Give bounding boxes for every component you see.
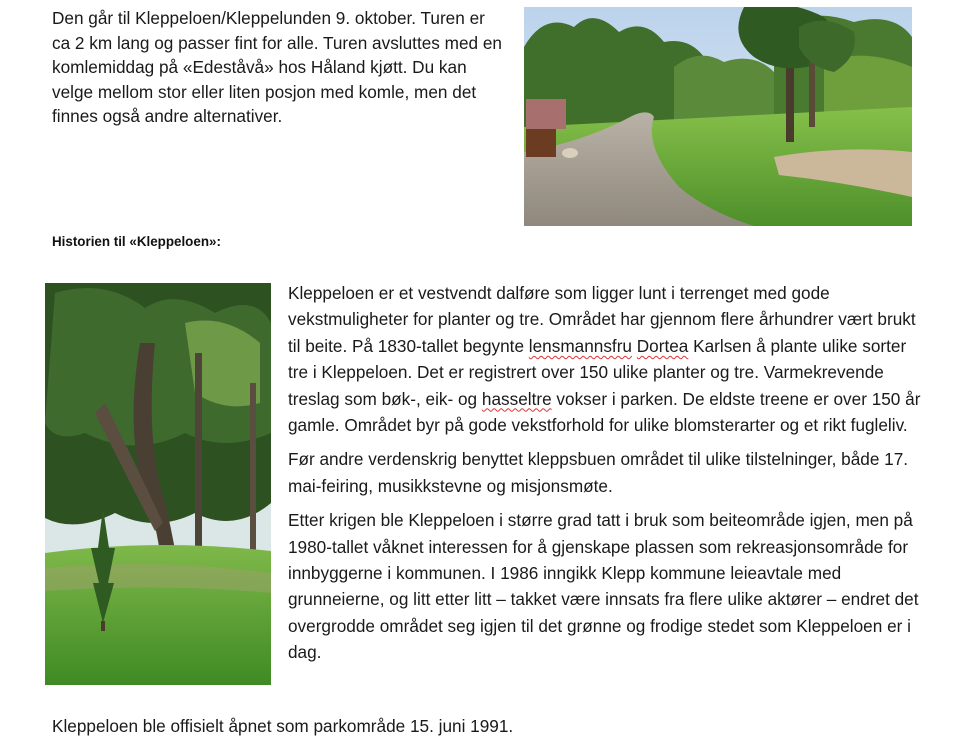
history-text <box>288 280 928 674</box>
section-heading: Historien til «Kleppeloen»: <box>52 234 221 249</box>
park-trees-photo <box>45 283 271 685</box>
history-paragraph-2: Før andre verdenskrig benyttet kleppsbuen området til ulike tilstelninger, både 17. mai-feiring, musikkstevne og misjonsmøte. <box>288 449 909 496</box>
intro-paragraph: Den går til Kleppeloen/Kleppelunden 9. oktober. Turen er ca 2 km lang og passer fint for alle. Turen avsluttes med en komlemiddag på «Edeståvå» hos Håland kjøtt. Du kan velge mellom stor eller liten posjon med komle, men det finnes også andre alternativer. <box>52 8 502 126</box>
history-paragraph-1: Kleppeloen er et vestvendt dalføre som ligger lunt i terrenget med gode vekstmuligheter for planter og tre. Området har gjennom flere århundrer vært brukt til beite. På 1830-tallet begynte lensmannsfru Dortea Karlsen å plante ulike sorter tre i Kleppeloen. Det er registrert over 150 ulike planter og tre. Varmekrevende treslag som bøk-, eik- og hasseltre vokser i parken. De eldste treene er over 150 år gamle. Området byr på gode vekstforhold for ulike blomsterarter og et rikt fugleliv. <box>288 283 921 436</box>
spellcheck-word: lensmannsfru <box>528 335 632 356</box>
closing-line: Kleppeloen ble offisielt åpnet som parkområde 15. juni 1991. <box>52 716 514 736</box>
spellcheck-word: Dortea <box>636 335 689 356</box>
history-paragraph-3: Etter krigen ble Kleppeloen i større grad tatt i bruk som beiteområde igjen, men på 1980-tallet våknet interessen for å gjenskape plassen som rekreasjonsområde for innbyggerne i kommunen. I 1986 inngikk Klepp kommune leieavtale med grunneierne, og litt etter litt – takket være innsats fra flere ulike aktører – endret det overgrodde området seg igjen til det grønne og frodige stedet som Kleppeloen er i dag. <box>288 510 919 663</box>
spellcheck-word: hasseltre <box>481 388 552 409</box>
park-path-photo <box>524 7 912 226</box>
